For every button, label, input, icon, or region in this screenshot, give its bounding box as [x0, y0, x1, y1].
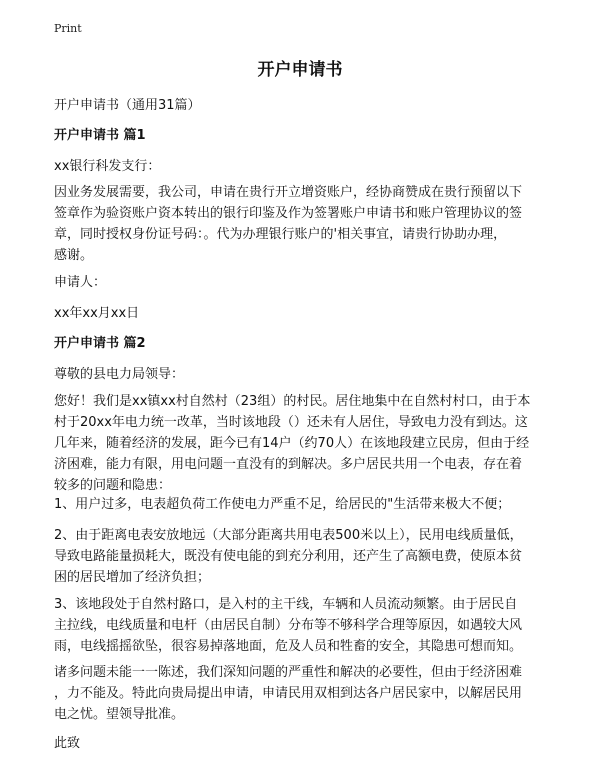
- section2-paragraph-line: 您好！我们是xx镇xx村自然村（23组）的村民。居住地集中在自然村村口，由于本: [54, 394, 531, 409]
- section2-closing: [54, 662, 554, 725]
- section2-item-line: 1、用户过多，电表超负荷工作使电力严重不足，给居民的"生活带来极大不便；: [54, 497, 511, 512]
- section2-item-3: [54, 594, 554, 657]
- section2-paragraph-1: [54, 391, 554, 496]
- section1-body-line: 感谢。: [54, 248, 94, 263]
- section2-item-line: 困的居民增加了经济负担；: [54, 570, 211, 585]
- section1-date: xx年xx月xx日: [54, 306, 140, 321]
- section2-item-line: 导致电路能量损耗大，既没有使电能的到充分利用，还产生了高额电费，使原本贫: [54, 549, 523, 564]
- section1-applicant: 申请人：: [54, 275, 107, 290]
- section2-salutation: 尊敬的县电力局领导：: [54, 367, 185, 382]
- section1-body: [54, 182, 554, 266]
- section1-heading: 开户申请书 篇1: [54, 128, 146, 143]
- section2-item-line: 3、该地段处于自然村路口，是入村的主干线，车辆和人员流动频繁。由于居民自: [54, 597, 518, 612]
- section2-closing-line: 电之忧。望领导批准。: [54, 707, 185, 722]
- section2-item-2: [54, 525, 554, 588]
- print-label: Print: [54, 22, 82, 35]
- section2-paragraph-line: 济困难，能力有限，用电问题一直没有的到解决。多户居民共用一个电表，存在着: [54, 457, 523, 472]
- section1-body-line: 章，同时授权身份证号码：。代为办理银行账户的'相关事宜，请贵行协助办理，: [54, 227, 507, 242]
- section2-item-line: 雨，电线摇摇欲坠，很容易掉落地面，危及人员和牲畜的安全，其隐患可想而知。: [54, 639, 523, 654]
- section1-salutation: xx银行科发支行：: [54, 159, 161, 174]
- section2-paragraph-line: 村于20xx年电力统一改革，当时该地段（）还未有人居住，导致电力没有到达。这: [54, 415, 528, 430]
- section1-body-line: 因业务发展需要，我公司，申请在贵行开立增资账户，经协商赞成在贵行预留以下: [54, 185, 523, 200]
- section2-item-line: 2、由于距离电表安放地远（大部分距离共用电表500米以上），民用电线质量低，: [54, 528, 523, 543]
- section2-item-1: [54, 494, 554, 515]
- page-title: 开户申请书: [257, 60, 343, 80]
- section2-sign-off: 此致: [54, 736, 81, 751]
- section2-closing-line: ，力不能及。特此向贵局提出申请，申请民用双相到达各户居民家中，以解居民用: [54, 686, 523, 701]
- section2-closing-line: 诸多问题未能一一陈述，我们深知问题的严重性和解决的必要性，但由于经济困难: [54, 665, 523, 680]
- document-subtitle: 开户申请书（通用31篇）: [54, 98, 201, 113]
- section2-heading: 开户申请书 篇2: [54, 336, 146, 351]
- section1-body-line: 签章作为验资账户资本转出的银行印鉴及作为签署账户申请书和账户管理协议的签: [54, 206, 523, 221]
- section2-item-line: 主拉线，电线质量和电杆（由居民自制）分布等不够科学合理等原因，如遇较大风: [54, 618, 523, 633]
- section2-paragraph-line: 较多的问题和隐患：: [54, 478, 172, 493]
- section2-paragraph-line: 几年来，随着经济的发展，距今已有14户（约70人）在该地段建立民房，但由于经: [54, 436, 530, 451]
